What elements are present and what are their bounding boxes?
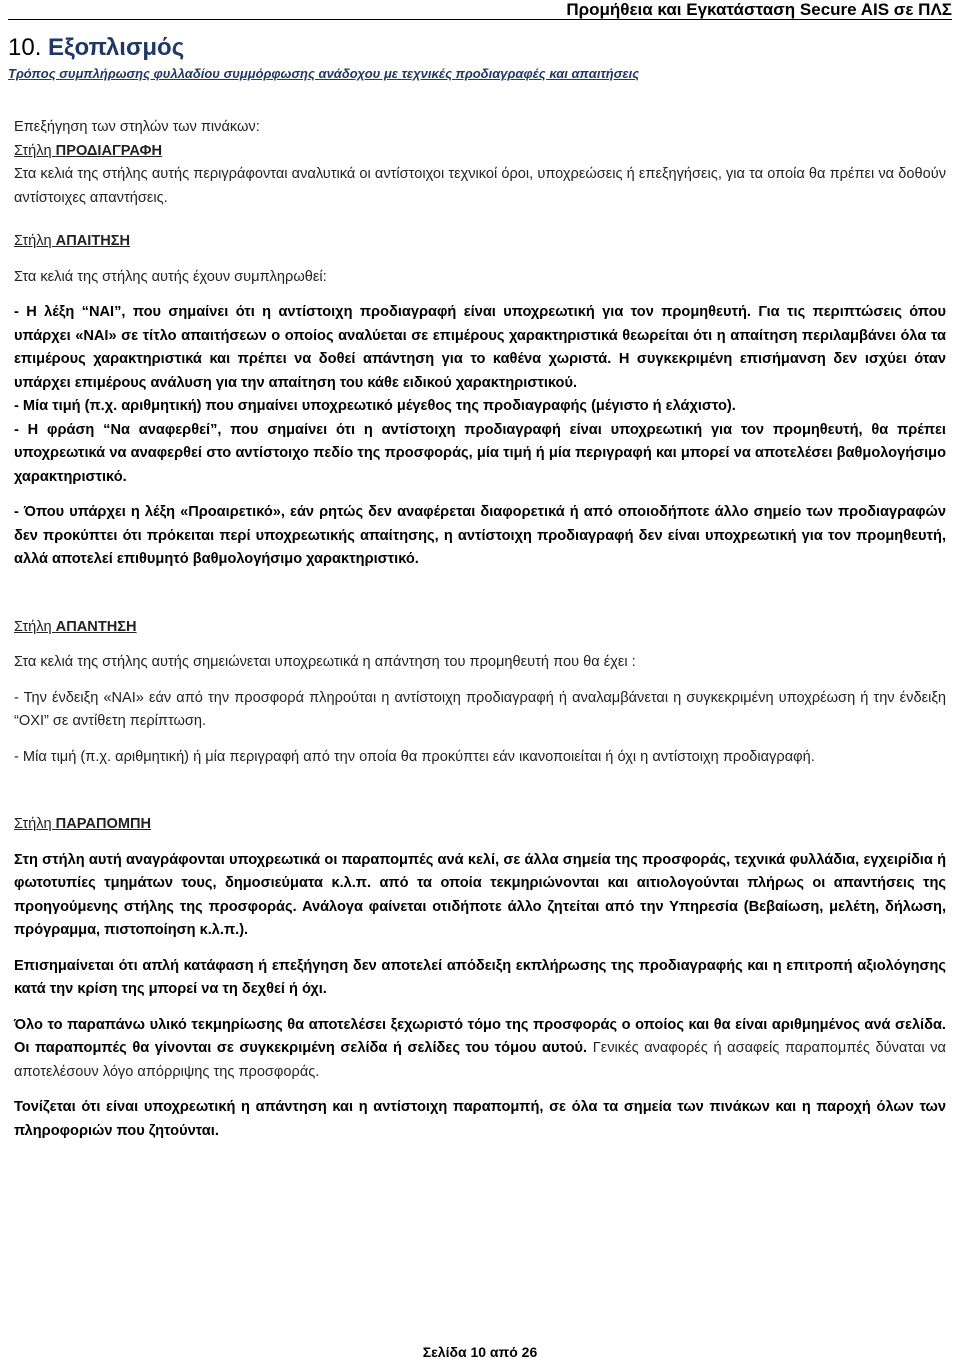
section-heading: Εξοπλισμός: [48, 34, 185, 61]
column-spec-heading: Στήλη ΠΡΟΔΙΑΓΡΑΦΗ: [14, 142, 163, 159]
column-req-item-3: - Η φράση “Να αναφερθεί”, που σημαίνει ότι η αντίστοιχη προδιαγραφή είναι υποχρεωτική για τον προμηθευτή, θα πρέπει υποχρεωτικά να αναφερθεί στο αντίστοιχο πεδίο της προσφοράς, μία τιμή ή μία περιγραφή και μπορεί να αποτελέσει βαθμολογήσιμο χαρακτηριστικό.: [14, 421, 946, 485]
section-title: [8, 34, 184, 62]
intro-line: Επεξήγηση των στηλών των πινάκων:: [14, 119, 260, 135]
column-req-lead: Στα κελιά της στήλης αυτής έχουν συμπληρωθεί:: [14, 268, 327, 285]
column-ref-paragraph-3: Όλο το παραπάνω υλικό τεκμηρίωσης θα αποτελέσει ξεχωριστό τόμο της προσφοράς ο οποίος και θα είναι αριθμημένος ανά σελίδα. Οι παραπομπές θα γίνονται σε συγκεκριμένη σελίδα ή σελίδες του τόμου αυτού. Γενικές αναφορές ή ασαφείς παραπομπές δύναται να αποτελέσουν λόγο απόρριψης της προσφοράς.: [14, 1016, 946, 1080]
column-req-item-2: - Μία τιμή (π.χ. αριθμητική) που σημαίνει υποχρεωτικό μέγεθος της προδιαγραφής (μέγιστο ή ελάχιστο).: [14, 398, 736, 414]
column-ans-heading: Στήλη ΑΠΑΝΤΗΣΗ: [14, 618, 137, 635]
column-ans-item-2: - Μία τιμή (π.χ. αριθμητική) ή μία περιγραφή από την οποία θα προκύπτει εάν ικανοποιείται ή όχι η αντίστοιχη προδιαγραφή.: [14, 748, 815, 765]
document-body: [14, 116, 946, 1143]
column-ref-paragraph-4: Τονίζεται ότι είναι υποχρεωτική η απάντηση και η αντίστοιχη παραπομπή, σε όλα τα σημεία των πινάκων και η παροχή όλων των πληροφοριών που ζητούνται.: [14, 1099, 946, 1139]
section-number: 10.: [8, 34, 42, 61]
section-subtitle: Τρόπος συμπλήρωσης φυλλαδίου συμμόρφωσης ανάδοχου με τεχνικές προδιαγραφές και απαιτήσεις: [8, 66, 640, 81]
column-ref-heading: Στήλη ΠΑΡΑΠΟΜΠΗ: [14, 816, 152, 832]
header-rule: [8, 19, 952, 20]
column-ref-paragraph-2: Επισημαίνεται ότι απλή κατάφαση ή επεξήγηση δεν αποτελεί απόδειξη εκπλήρωσης της προδιαγραφής και η επιτροπή αξιολόγησης κατά την κρίση της μπορεί να τη δεχθεί ή όχι.: [14, 957, 946, 997]
column-ans-lead: Στα κελιά της στήλης αυτής σημειώνεται υποχρεωτικά η απάντηση του προμηθευτή που θα έχει :: [14, 654, 636, 670]
column-ans-item-1: - Την ένδειξη «ΝΑΙ» εάν από την προσφορά πληρούται η αντίστοιχη προδιαγραφή ή αναλαμβάνεται η συγκεκριμένη υποχρέωση ή την ένδειξη “ΟΧΙ” σε αντίθετη περίπτωση.: [14, 689, 946, 729]
column-req-heading: Στήλη ΑΠΑΙΤΗΣΗ: [14, 233, 131, 249]
running-header: Προμήθεια και Εγκατάσταση Secure AIS σε ΠΛΣ: [566, 0, 952, 19]
page-number: Σελίδα 10 από 26: [422, 1344, 538, 1360]
column-req-item-4: - Όπου υπάρχει η λέξη «Προαιρετικό», εάν ρητώς δεν αναφέρεται διαφορετικά ή από οποιοδήποτε άλλο σημείο των προδιαγραφών δεν προκύπτει ότι πρόκειται περί υποχρεωτικής απαίτησης, η αντίστοιχη προδιαγραφή δεν είναι υποχρεωτική για τον προμηθευτή, αλλά αποτελεί επιθυμητό βαθμολογήσιμο χαρακτηριστικό.: [14, 504, 946, 567]
column-req-item-1: - Η λέξη “ΝΑΙ”, που σημαίνει ότι η αντίστοιχη προδιαγραφή είναι υποχρεωτική για τον προμηθευτή. Για τις περιπτώσεις όπου υπάρχει «ΝΑΙ» σε τίτλο απαιτήσεων ο οποίος αναλύεται σε επιμέρους χαρακτηριστικά θεωρείται ότι η απαίτηση περιλαμβάνει όλα τα επιμέρους χαρακτηριστικά και πρέπει να δοθεί απάντηση για το καθένα χωριστά. Η συγκεκριμένη επισήμανση δεν ισχύει όταν υπάρχει επιμέρους ανάλυση για την απαίτηση του κάθε ειδικού χαρακτηριστικού.: [14, 304, 946, 391]
column-ref-paragraph-1: Στη στήλη αυτή αναγράφονται υποχρεωτικά οι παραπομπές ανά κελί, σε άλλα σημεία της προσφοράς, τεχνικά φυλλάδια, εγχειρίδια ή φωτοτυπίες τμημάτων τους, δημοσιεύματα κ.λ.π. από τα οποία τεκμηριώνονται και αιτιολογούνται πλήρως οι απαντήσεις της προηγούμενης στήλης της προσφοράς. Ανάλογα φαίνεται οτιδήποτε άλλο ζητείται από την Υπηρεσία (Βεβαίωση, μελέτη, δήλωση, πρόγραμμα, πιστοποίηση κ.λ.π.).: [14, 851, 946, 938]
column-spec-text: Στα κελιά της στήλης αυτής περιγράφονται αναλυτικά οι αντίστοιχοι τεχνικοί όροι, υποχρεώσεις ή επεξηγήσεις, για τα οποία θα πρέπει να δοθούν αντίστοιχες απαντήσεις.: [14, 166, 946, 206]
